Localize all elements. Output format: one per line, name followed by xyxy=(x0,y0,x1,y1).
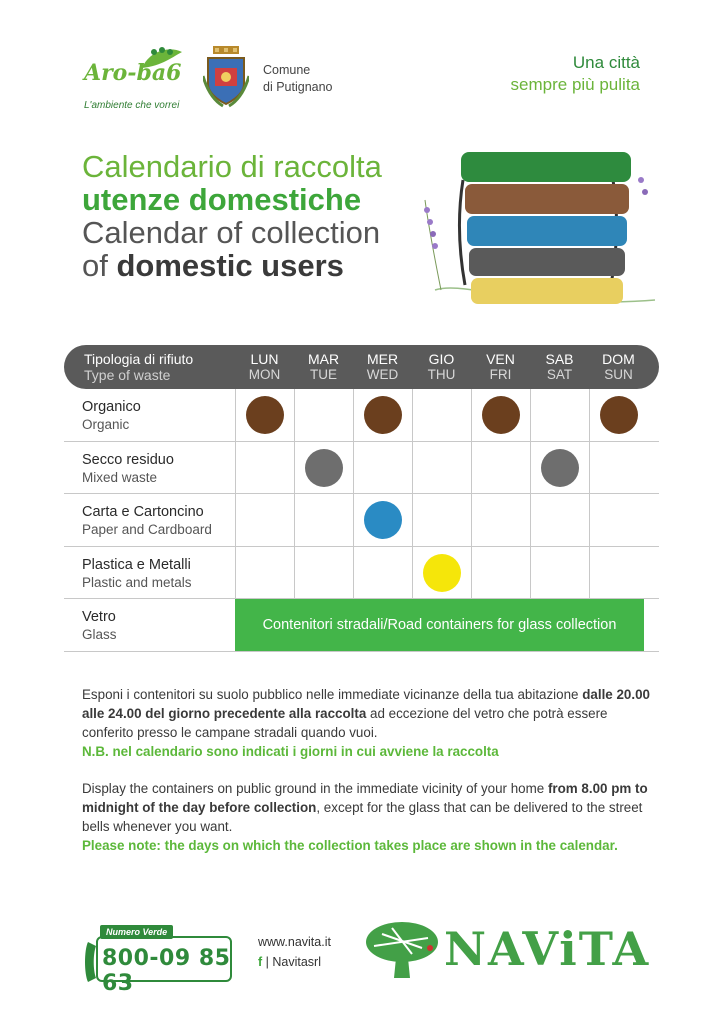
calendar-cell-mer xyxy=(353,494,412,546)
aro-logo-text: Aro-ba6 xyxy=(84,60,182,86)
calendar-cell-lun xyxy=(235,389,294,441)
calendar-cell-gio xyxy=(412,494,471,546)
day-header-sun xyxy=(589,351,648,383)
website-link[interactable]: www.navita.it xyxy=(258,935,331,949)
waste-type-label xyxy=(82,557,192,591)
calendar-cell-ven xyxy=(471,547,530,599)
collection-dot xyxy=(305,449,343,487)
calendar-cell-sab xyxy=(530,547,589,599)
calendar-cell-gio xyxy=(412,442,471,494)
motto-line2: sempre più pulita xyxy=(510,75,640,94)
calendar-cell-dom xyxy=(589,389,648,441)
waste-type-it: Plastica e Metalli xyxy=(82,556,191,573)
table-body xyxy=(64,389,659,652)
day-en: THU xyxy=(427,367,456,382)
collection-dot xyxy=(541,449,579,487)
day-en: FRI xyxy=(489,367,512,382)
calendar-cell-mer xyxy=(353,389,412,441)
collection-calendar-table xyxy=(64,345,659,652)
note-en-part1: Display the containers on public ground in the immediate vicinity of your home xyxy=(82,781,548,796)
phone-number: 800-09 85 63 xyxy=(102,946,231,996)
waste-type-label xyxy=(82,452,174,486)
day-header-tue xyxy=(294,351,353,383)
collection-dot xyxy=(246,396,284,434)
title-line2: utenze domestiche xyxy=(82,182,362,217)
aro-ba6-logo xyxy=(84,46,184,116)
calendar-cell-mer xyxy=(353,442,412,494)
calendar-cell-ven xyxy=(471,389,530,441)
collection-dot xyxy=(364,501,402,539)
collection-dot xyxy=(600,396,638,434)
comune-line1: Comune xyxy=(263,63,311,77)
calendar-cell-sab xyxy=(530,389,589,441)
note-en-bold: from 8.00 pm to midnight of the day before collection xyxy=(82,781,648,815)
calendar-cell-gio xyxy=(412,389,471,441)
motto xyxy=(511,52,640,96)
calendar-cell-lun xyxy=(235,494,294,546)
waste-type-en: Mixed waste xyxy=(82,469,158,485)
waste-type-label xyxy=(82,504,212,538)
day-en: SAT xyxy=(546,367,573,382)
facebook-handle: | Navitasrl xyxy=(262,955,321,969)
calendar-cell-ven xyxy=(471,442,530,494)
note-it-part1: Esponi i contenitori su suolo pubblico nelle immediate vicinanze della tua abitazione xyxy=(82,687,583,702)
calendar-cell-gio xyxy=(412,547,471,599)
day-header-fri xyxy=(471,351,530,383)
note-it-nb: N.B. nel calendario sono indicati i giorni in cui avviene la raccolta xyxy=(82,744,499,759)
waste-type-it: Carta e Cartoncino xyxy=(82,504,204,520)
title-line4 xyxy=(82,249,382,282)
glass-containers-note: Contenitori stradali/Road containers for glass collection xyxy=(235,599,644,651)
navita-wordmark: NAViTA xyxy=(444,922,651,976)
day-en: SUN xyxy=(604,367,633,382)
header-waste-type xyxy=(84,351,193,383)
facebook-link[interactable] xyxy=(258,952,331,972)
comune-label xyxy=(263,62,333,96)
header-waste-type-it: Tipologia di rifiuto xyxy=(84,351,194,367)
calendar-cell-ven xyxy=(471,494,530,546)
waste-type-en: Organic xyxy=(82,417,130,432)
day-it: SAB xyxy=(545,351,574,367)
day-header-sat xyxy=(530,351,589,383)
calendar-cell-mar xyxy=(294,547,353,599)
calendar-cell-sab xyxy=(530,494,589,546)
title-line4-prefix: of xyxy=(82,248,117,283)
facebook-icon: f xyxy=(258,955,263,969)
collection-dot xyxy=(482,396,520,434)
calendar-cell-dom xyxy=(589,494,648,546)
day-it: MAR xyxy=(307,351,340,367)
calendar-cell-dom xyxy=(589,547,648,599)
table-row xyxy=(64,442,659,495)
day-en: TUE xyxy=(310,367,337,382)
navita-logo xyxy=(362,916,652,986)
instructions xyxy=(82,685,652,873)
waste-type-label xyxy=(82,399,141,433)
note-en-nb: Please note: the days on which the collection takes place are shown in the calendar. xyxy=(82,838,618,853)
waste-type-it: Organico xyxy=(82,399,141,415)
calendar-cell-lun xyxy=(235,547,294,599)
waste-type-label xyxy=(82,609,117,643)
calendar-cell-sab xyxy=(530,442,589,494)
table-row xyxy=(64,599,659,652)
waste-type-en: Plastic and metals xyxy=(82,574,192,590)
comune-line2: di Putignano xyxy=(263,80,333,94)
putignano-crest-icon xyxy=(203,46,249,108)
title-line4-bold: domestic users xyxy=(116,248,344,283)
waste-type-it: Secco residuo xyxy=(82,451,174,468)
calendar-cell-lun xyxy=(235,442,294,494)
table-row xyxy=(64,494,659,547)
calendar-cell-dom xyxy=(589,442,648,494)
day-it: MER xyxy=(366,351,399,367)
header xyxy=(0,0,722,130)
title-line3: Calendar of collection xyxy=(82,215,381,250)
note-it-bold: dalle 20.00 alle 24.00 del giorno precedente alla raccolta xyxy=(82,687,650,721)
day-it: LUN xyxy=(250,351,279,367)
waste-bins-illustration xyxy=(405,140,670,330)
numero-verde-label: Numero Verde xyxy=(100,925,173,939)
waste-type-en: Paper and Cardboard xyxy=(82,522,212,537)
day-en: WED xyxy=(366,367,399,382)
day-header-thu xyxy=(412,351,471,383)
calendar-cell-mar xyxy=(294,389,353,441)
aro-tagline: L'ambiente che vorrei xyxy=(84,100,180,111)
table-header xyxy=(64,345,659,389)
day-en: MON xyxy=(248,367,281,382)
day-it: VEN xyxy=(486,351,515,367)
waste-type-en: Glass xyxy=(82,627,117,642)
motto-line1: Una città xyxy=(572,53,640,72)
instructions-it xyxy=(82,685,652,761)
day-header-mon xyxy=(235,351,294,383)
table-row xyxy=(64,547,659,600)
calendar-cell-mer xyxy=(353,547,412,599)
instructions-en xyxy=(82,779,652,855)
day-header-wed xyxy=(353,351,412,383)
note-it-part2: ad eccezione del vetro che potrà essere conferito presso le campane stradali quando vuoi. xyxy=(82,706,608,740)
phone-handset-icon xyxy=(82,940,102,984)
contacts xyxy=(258,932,331,972)
table-row xyxy=(64,389,659,442)
day-it: GIO xyxy=(428,351,455,367)
collection-dot xyxy=(364,396,402,434)
note-en-part2: , except for the glass that can be delivered to the street bells whenever you want. xyxy=(82,800,643,834)
navita-tree-icon xyxy=(362,918,442,982)
calendar-cell-mar xyxy=(294,442,353,494)
waste-type-it: Vetro xyxy=(82,609,116,625)
header-waste-type-en: Type of waste xyxy=(84,367,171,383)
numero-verde[interactable] xyxy=(82,922,232,996)
page-title xyxy=(82,150,382,282)
footer xyxy=(0,912,722,1012)
title-line1: Calendario di raccolta xyxy=(82,149,382,184)
collection-dot xyxy=(423,554,461,592)
calendar-cell-mar xyxy=(294,494,353,546)
day-it: DOM xyxy=(602,351,635,367)
